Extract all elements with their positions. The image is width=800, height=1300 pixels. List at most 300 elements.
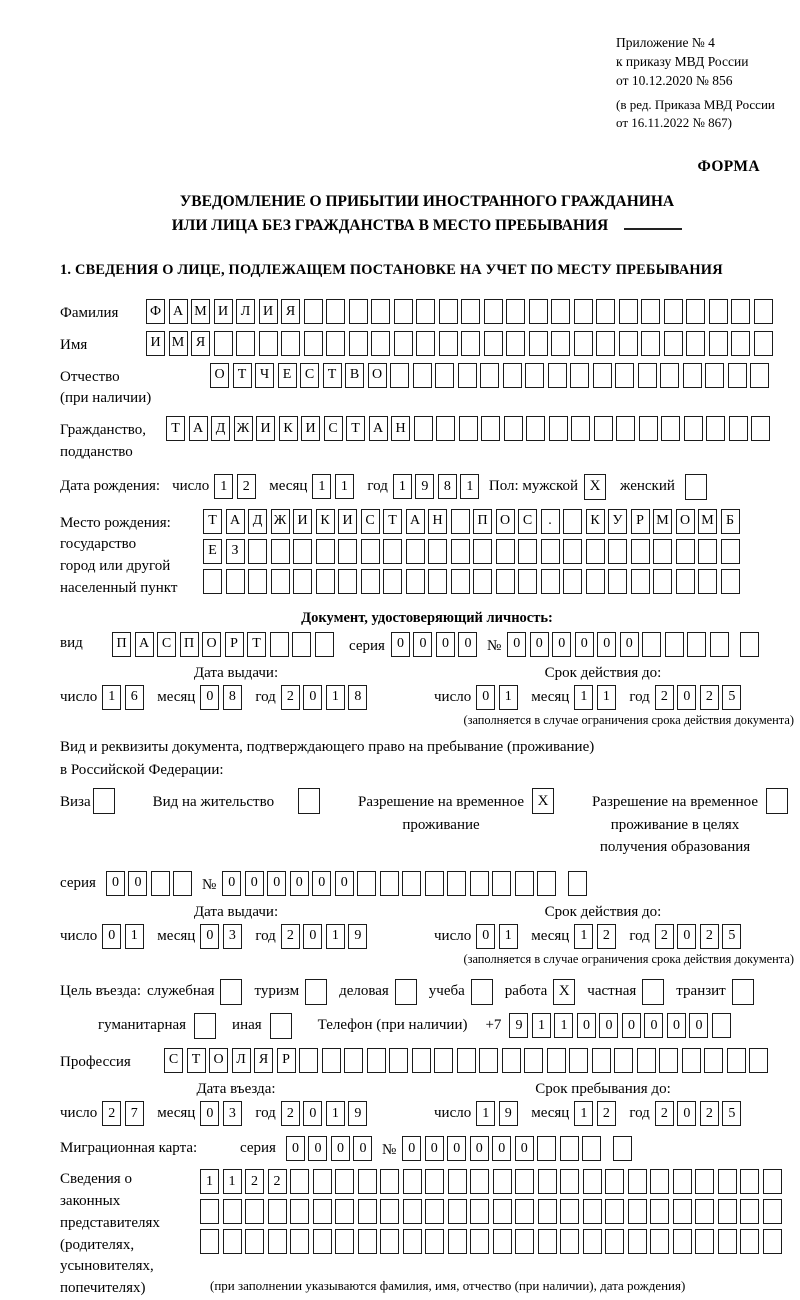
char-cell — [479, 1048, 498, 1073]
char-cell — [403, 1229, 422, 1254]
char-cell — [268, 1229, 287, 1254]
char-cell — [223, 1199, 242, 1224]
purpose-option-official-checkbox — [220, 979, 242, 1005]
residence-doc-number-label: № — [201, 876, 217, 893]
char-cell: 0 — [492, 1136, 511, 1161]
char-cell: 0 — [447, 1136, 466, 1161]
visa-checkbox — [93, 788, 115, 814]
char-cell: 5 — [722, 924, 741, 949]
char-cell — [683, 363, 702, 388]
char-cell — [361, 539, 380, 564]
char-cell: П — [180, 632, 199, 657]
year-label: год — [255, 927, 276, 944]
gender-male-checkbox: X — [584, 474, 606, 500]
char-cell: 3 — [223, 1101, 242, 1126]
stay-year-cells — [655, 1101, 745, 1126]
char-cell — [596, 331, 615, 356]
char-cell — [631, 539, 650, 564]
residence-permit-option — [153, 788, 320, 814]
stay-month-cells — [574, 1101, 619, 1126]
char-cell — [173, 871, 192, 896]
residence-doc-number-cells — [222, 871, 590, 896]
residence-doc-series-row — [60, 871, 794, 896]
char-cell: 1 — [223, 1169, 242, 1194]
temp-permit-checkbox: X — [532, 788, 554, 814]
char-cell: И — [214, 299, 233, 324]
char-cell — [570, 363, 589, 388]
purpose-option-humanitarian-label: гуманитарная — [98, 1017, 187, 1034]
char-cell — [504, 416, 523, 441]
month-label: месяц — [157, 688, 196, 705]
char-cell: М — [698, 509, 717, 534]
char-cell: Ж — [271, 509, 290, 534]
residence-issue-month-cells — [200, 924, 245, 949]
guardians-label-line6: попечителях) — [60, 1280, 146, 1297]
surname-row — [60, 299, 794, 325]
char-cell — [461, 331, 480, 356]
char-cell — [357, 871, 376, 896]
entry-month-cells — [200, 1101, 245, 1126]
char-cell — [349, 299, 368, 324]
char-cell: 1 — [574, 685, 593, 710]
char-cell — [754, 331, 773, 356]
char-cell — [526, 416, 545, 441]
char-cell — [281, 331, 300, 356]
char-cell — [682, 1048, 701, 1073]
char-cell — [428, 569, 447, 594]
gender-male-label: мужской — [522, 478, 579, 495]
char-cell: А — [226, 509, 245, 534]
char-cell — [448, 1169, 467, 1194]
char-cell: Р — [225, 632, 244, 657]
char-cell — [425, 1169, 444, 1194]
char-cell — [586, 539, 605, 564]
char-cell — [259, 331, 278, 356]
char-cell — [538, 1229, 557, 1254]
char-cell: А — [406, 509, 425, 534]
char-cell: О — [210, 363, 229, 388]
char-cell: Д — [211, 416, 230, 441]
char-cell — [293, 569, 312, 594]
temp-permit-label-line1: Разрешение на временное — [358, 794, 525, 811]
char-cell: 9 — [499, 1101, 518, 1126]
guardians-note: (при заполнении указываются фамилия, имя, отчество (при наличии), дата рождения) — [210, 1277, 686, 1293]
char-cell — [650, 1169, 669, 1194]
day-label: число — [60, 688, 98, 705]
month-label: месяц — [269, 478, 308, 495]
char-cell: И — [146, 331, 165, 356]
visa-option — [60, 788, 115, 814]
edu-permit-checkbox — [766, 788, 788, 814]
char-cell — [236, 331, 255, 356]
char-cell: 0 — [413, 632, 432, 657]
char-cell — [470, 1229, 489, 1254]
char-cell: 2 — [281, 924, 300, 949]
char-cell — [592, 1048, 611, 1073]
char-cell — [583, 1169, 602, 1194]
char-cell — [574, 331, 593, 356]
char-cell: Т — [166, 416, 185, 441]
identity-valid-year-cells — [655, 685, 745, 710]
residence-doc-valid-group — [434, 924, 794, 949]
char-cell — [380, 1199, 399, 1224]
year-label: год — [255, 1105, 276, 1122]
char-cell: 2 — [700, 685, 719, 710]
char-cell: 0 — [286, 1136, 305, 1161]
char-cell — [434, 1048, 453, 1073]
char-cell: Л — [232, 1048, 251, 1073]
char-cell — [718, 1169, 737, 1194]
char-cell: 8 — [438, 474, 457, 499]
char-cell — [628, 1169, 647, 1194]
char-cell: Р — [631, 509, 650, 534]
citizenship-label — [60, 416, 166, 464]
char-cell: 0 — [677, 924, 696, 949]
surname-cells — [146, 299, 776, 324]
char-cell — [549, 416, 568, 441]
char-cell: 0 — [667, 1013, 686, 1038]
stay-day-cells — [476, 1101, 521, 1126]
form-title-line1: УВЕДОМЛЕНИЕ О ПРИБЫТИИ ИНОСТРАННОГО ГРАЖДАНИНА — [179, 193, 675, 211]
residence-doc-intro — [60, 736, 794, 783]
char-cell — [664, 299, 683, 324]
char-cell — [413, 363, 432, 388]
char-cell — [290, 1229, 309, 1254]
char-cell: О — [202, 632, 221, 657]
residence-valid-year-cells — [655, 924, 745, 949]
char-cell: 2 — [655, 924, 674, 949]
char-cell — [698, 569, 717, 594]
section1-heading: 1. СВЕДЕНИЯ О ЛИЦЕ, ПОДЛЕЖАЩЕМ ПОСТАНОВКЕ НА УЧЕТ ПО МЕСТУ ПРЕБЫВАНИЯ — [60, 262, 723, 279]
char-cell — [660, 363, 679, 388]
char-cell — [316, 539, 335, 564]
char-cell — [574, 299, 593, 324]
char-cell: 2 — [268, 1169, 287, 1194]
edu-permit-option — [592, 788, 788, 859]
month-label: месяц — [157, 1105, 196, 1122]
char-cell: 0 — [303, 924, 322, 949]
valid-until-heading: Срок действия до: — [544, 903, 662, 920]
citizenship-cells — [166, 416, 774, 441]
purpose-option-work-label: работа — [504, 983, 548, 1000]
guardians-cells-row2 — [200, 1199, 785, 1224]
char-cell — [481, 416, 500, 441]
char-cell — [582, 1136, 601, 1161]
char-cell — [563, 569, 582, 594]
char-cell — [515, 1199, 534, 1224]
char-cell — [439, 299, 458, 324]
char-cell: 0 — [222, 871, 241, 896]
char-cell: 2 — [655, 1101, 674, 1126]
char-cell: 1 — [312, 474, 331, 499]
char-cell — [619, 331, 638, 356]
char-cell — [560, 1199, 579, 1224]
citizenship-row — [60, 416, 794, 464]
char-cell — [548, 363, 567, 388]
char-cell: Н — [391, 416, 410, 441]
char-cell — [304, 299, 323, 324]
char-cell: 0 — [331, 1136, 350, 1161]
profession-cells — [164, 1048, 772, 1073]
char-cell: А — [189, 416, 208, 441]
char-cell: 0 — [476, 924, 495, 949]
char-cell: С — [324, 416, 343, 441]
purpose-option-business-label: деловая — [339, 983, 389, 1000]
char-cell: 0 — [644, 1013, 663, 1038]
char-cell — [613, 1136, 632, 1161]
residence-issue-year-cells — [281, 924, 371, 949]
entry-day-cells — [102, 1101, 147, 1126]
char-cell — [338, 539, 357, 564]
visa-label: Виза — [60, 794, 91, 811]
appendix-line-3: от 10.12.2020 № 856 — [616, 72, 733, 88]
char-cell — [200, 1229, 219, 1254]
char-cell: 0 — [622, 1013, 641, 1038]
char-cell: М — [653, 509, 672, 534]
char-cell — [248, 569, 267, 594]
char-cell — [642, 632, 661, 657]
edu-permit-label-line2: проживание в целях — [610, 816, 740, 833]
char-cell — [709, 299, 728, 324]
char-cell: А — [135, 632, 154, 657]
identity-doc-series-cells — [391, 632, 481, 657]
char-cell — [740, 1169, 759, 1194]
char-cell — [641, 331, 660, 356]
char-cell — [718, 1199, 737, 1224]
year-label: год — [629, 1105, 650, 1122]
char-cell: Л — [236, 299, 255, 324]
char-cell — [383, 539, 402, 564]
identity-valid-month-cells — [574, 685, 619, 710]
char-cell: К — [316, 509, 335, 534]
char-cell: . — [541, 509, 560, 534]
char-cell: 0 — [102, 924, 121, 949]
char-cell: С — [361, 509, 380, 534]
char-cell: Д — [248, 509, 267, 534]
char-cell: 0 — [425, 1136, 444, 1161]
char-cell — [551, 331, 570, 356]
char-cell: Я — [191, 331, 210, 356]
month-label: месяц — [157, 927, 196, 944]
day-label: число — [60, 1105, 98, 1122]
appendix-block — [616, 34, 794, 132]
char-cell: К — [586, 509, 605, 534]
char-cell — [653, 569, 672, 594]
char-cell — [226, 569, 245, 594]
birth-place-cells-stack — [203, 509, 743, 599]
restriction-note: (заполняется в случае ограничения срока действия документа) — [463, 951, 794, 966]
given-name-cells — [146, 331, 776, 356]
birth-day-cells — [214, 474, 259, 499]
char-cell — [661, 416, 680, 441]
char-cell: 2 — [597, 924, 616, 949]
char-cell — [705, 363, 724, 388]
citizenship-label-line1: Гражданство, — [60, 422, 147, 439]
entry-date-col — [60, 1081, 412, 1126]
char-cell — [763, 1169, 782, 1194]
char-cell — [470, 1199, 489, 1224]
char-cell: А — [169, 299, 188, 324]
char-cell — [608, 539, 627, 564]
char-cell: 0 — [552, 632, 571, 657]
edu-permit-label — [592, 788, 758, 859]
char-cell — [750, 363, 769, 388]
char-cell — [503, 363, 522, 388]
identity-issue-month-cells — [200, 685, 245, 710]
identity-valid-day-cells — [476, 685, 521, 710]
char-cell — [358, 1199, 377, 1224]
char-cell — [563, 509, 582, 534]
char-cell — [740, 632, 759, 657]
temp-permit-option — [358, 788, 554, 836]
birth-place-cells-row2 — [203, 539, 743, 564]
char-cell — [568, 871, 587, 896]
char-cell — [406, 539, 425, 564]
profession-row — [60, 1048, 794, 1074]
char-cell — [335, 1199, 354, 1224]
stay-until-group — [434, 1101, 794, 1126]
char-cell — [525, 363, 544, 388]
char-cell: И — [256, 416, 275, 441]
char-cell — [436, 416, 455, 441]
temp-permit-label — [358, 788, 524, 836]
residence-doc-intro-line2: в Российской Федерации: — [60, 761, 224, 778]
identity-issue-year-cells — [281, 685, 371, 710]
purpose-option-study-label: учеба — [428, 983, 465, 1000]
char-cell: 0 — [200, 685, 219, 710]
char-cell: 0 — [402, 1136, 421, 1161]
char-cell: 0 — [391, 632, 410, 657]
guardians-label-line3: представителях — [60, 1214, 160, 1231]
identity-doc-number-cells — [507, 632, 763, 657]
char-cell — [506, 331, 525, 356]
issue-date-heading: Дата выдачи: — [193, 664, 279, 681]
char-cell: 1 — [460, 474, 479, 499]
guardians-cells-row1 — [200, 1169, 785, 1194]
char-cell: 6 — [125, 685, 144, 710]
char-cell — [293, 539, 312, 564]
amendment-line-1: (в ред. Приказа МВД России — [616, 96, 775, 112]
valid-until-heading: Срок действия до: — [544, 664, 662, 681]
identity-doc-series-label: серия — [349, 637, 385, 654]
form-label: ФОРМА — [697, 158, 760, 176]
char-cell — [583, 1199, 602, 1224]
entry-date-group — [60, 1101, 412, 1126]
residence-permit-label: Вид на жительство — [152, 794, 275, 811]
char-cell — [358, 1229, 377, 1254]
char-cell: 1 — [476, 1101, 495, 1126]
char-cell: 1 — [326, 685, 345, 710]
char-cell: О — [368, 363, 387, 388]
char-cell — [223, 1229, 242, 1254]
char-cell: 0 — [200, 1101, 219, 1126]
char-cell — [304, 331, 323, 356]
char-cell: И — [338, 509, 357, 534]
char-cell: 0 — [620, 632, 639, 657]
purpose-option-study-checkbox — [471, 979, 493, 1005]
purpose-option-private-label: частная — [587, 983, 637, 1000]
char-cell: 2 — [655, 685, 674, 710]
char-cell — [616, 416, 635, 441]
char-cell: 1 — [574, 924, 593, 949]
char-cell — [740, 1229, 759, 1254]
char-cell — [695, 1199, 714, 1224]
char-cell — [380, 871, 399, 896]
char-cell — [151, 871, 170, 896]
char-cell — [594, 416, 613, 441]
day-label: число — [172, 478, 210, 495]
char-cell — [326, 299, 345, 324]
char-cell — [493, 1229, 512, 1254]
amendment-block — [616, 96, 794, 132]
char-cell — [695, 1169, 714, 1194]
char-cell: 1 — [326, 1101, 345, 1126]
purpose-option-transit-label: транзит — [676, 983, 726, 1000]
char-cell: Е — [203, 539, 222, 564]
char-cell — [518, 539, 537, 564]
form-title-line2-wrap — [60, 214, 794, 238]
char-cell — [435, 363, 454, 388]
char-cell — [451, 569, 470, 594]
char-cell — [316, 569, 335, 594]
identity-doc-dates — [60, 665, 794, 728]
char-cell — [615, 363, 634, 388]
char-cell — [383, 569, 402, 594]
char-cell — [710, 632, 729, 657]
char-cell: И — [259, 299, 278, 324]
char-cell — [506, 299, 525, 324]
appendix-line-1: Приложение № 4 — [616, 35, 715, 50]
char-cell: Я — [281, 299, 300, 324]
char-cell: 0 — [308, 1136, 327, 1161]
birth-place-label-line3: город или другой — [60, 558, 171, 575]
char-cell — [551, 299, 570, 324]
char-cell — [371, 331, 390, 356]
char-cell: Т — [187, 1048, 206, 1073]
char-cell — [560, 1136, 579, 1161]
char-cell — [631, 569, 650, 594]
char-cell — [653, 539, 672, 564]
char-cell — [322, 1048, 341, 1073]
char-cell — [502, 1048, 521, 1073]
char-cell — [268, 1199, 287, 1224]
birth-place-cells-row3 — [203, 569, 743, 594]
char-cell: П — [112, 632, 131, 657]
char-cell — [686, 299, 705, 324]
purpose-option-humanitarian-checkbox — [194, 1013, 216, 1039]
char-cell — [403, 1169, 422, 1194]
guardians-cells-row3 — [200, 1229, 785, 1254]
char-cell — [563, 539, 582, 564]
char-cell: 0 — [290, 871, 309, 896]
char-cell — [709, 331, 728, 356]
char-cell — [538, 1199, 557, 1224]
char-cell — [493, 1199, 512, 1224]
char-cell: 2 — [281, 685, 300, 710]
residence-doc-series-label: серия — [60, 874, 96, 891]
form-title-line2: ИЛИ ЛИЦА БЕЗ ГРАЖДАНСТВА В МЕСТО ПРЕБЫВАНИЯ — [171, 217, 609, 235]
char-cell: 1 — [554, 1013, 573, 1038]
char-cell — [338, 569, 357, 594]
char-cell: 1 — [574, 1101, 593, 1126]
char-cell — [676, 569, 695, 594]
char-cell — [496, 569, 515, 594]
char-cell: 1 — [102, 685, 121, 710]
day-label: число — [434, 688, 472, 705]
char-cell — [425, 871, 444, 896]
char-cell: 0 — [515, 1136, 534, 1161]
identity-doc-valid-col — [412, 665, 794, 728]
